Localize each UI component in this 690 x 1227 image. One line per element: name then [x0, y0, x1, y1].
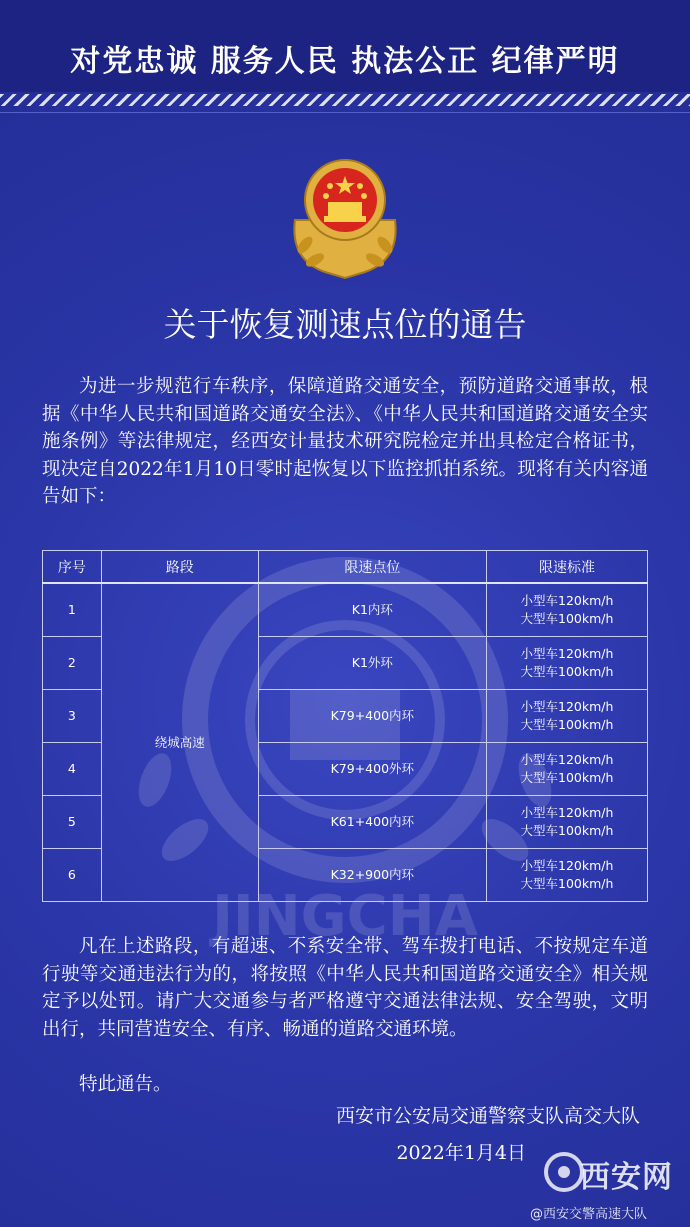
- emblem-watermark-text: JINGCHA: [212, 884, 478, 949]
- cell-point: K79+400外环: [258, 743, 486, 796]
- slogan: 对党忠诚 服务人民 执法公正 纪律严明: [70, 44, 620, 79]
- small-vehicle-limit: 小型车120km/h: [520, 805, 614, 820]
- small-vehicle-limit: 小型车120km/h: [520, 699, 614, 714]
- cell-no: 1: [43, 583, 102, 637]
- intro-paragraph: 为进一步规范行车秩序，保障道路交通安全，预防道路交通事故，根据《中华人民共和国道路交通安全法》、《中华人民共和国道路交通安全实施条例》等法律规定，经西安计量技术研究院检定并出具检定合格证书，现决定自2022年1月10日零时起恢复以下监控抓拍系统。现将有关内容通告如下：: [42, 376, 648, 507]
- large-vehicle-limit: 大型车100km/h: [520, 876, 614, 891]
- cell-standard: [486, 690, 647, 743]
- large-vehicle-limit: 大型车100km/h: [520, 717, 614, 732]
- cell-point: K1外环: [258, 637, 486, 690]
- small-vehicle-limit: 小型车120km/h: [520, 593, 614, 608]
- signature: 西安市公安局交通警察支队高交大队: [335, 1105, 640, 1127]
- notice-date: 2022年1月4日: [396, 1142, 526, 1164]
- header-cell-no: 序号: [43, 551, 102, 584]
- cell-no: 2: [43, 637, 102, 690]
- divider: [0, 112, 690, 113]
- weibo-watermark: @西安交警高速大队: [530, 1207, 648, 1222]
- notice-title: 关于恢复测速点位的通告: [163, 305, 527, 344]
- small-vehicle-limit: 小型车120km/h: [520, 646, 614, 661]
- header-cell-road: 路段: [101, 551, 258, 584]
- cell-point: K61+400内环: [258, 796, 486, 849]
- cell-standard: [486, 849, 647, 902]
- header-cell-point: 限速点位: [258, 551, 486, 584]
- site-watermark: 西安网: [580, 1160, 673, 1195]
- cell-point: K32+900内环: [258, 849, 486, 902]
- cell-point: K79+400内环: [258, 690, 486, 743]
- closing-text: 特此通告。: [79, 1074, 172, 1095]
- decorative-stripe: [0, 94, 690, 106]
- small-vehicle-limit: 小型车120km/h: [520, 752, 614, 767]
- cell-no: 6: [43, 849, 102, 902]
- cell-standard: [486, 583, 647, 637]
- large-vehicle-limit: 大型车100km/h: [520, 823, 614, 838]
- cell-standard: [486, 796, 647, 849]
- cell-point: K1内环: [258, 583, 486, 637]
- cell-no: 4: [43, 743, 102, 796]
- small-vehicle-limit: 小型车120km/h: [520, 858, 614, 873]
- cell-standard: [486, 637, 647, 690]
- cell-no: 3: [43, 690, 102, 743]
- cell-road: 绕城高速: [101, 583, 258, 902]
- speed-point-table: [42, 550, 648, 902]
- police-emblem-icon: [280, 150, 410, 280]
- cell-standard: [486, 743, 647, 796]
- large-vehicle-limit: 大型车100km/h: [520, 664, 614, 679]
- large-vehicle-limit: 大型车100km/h: [520, 611, 614, 626]
- cell-no: 5: [43, 796, 102, 849]
- large-vehicle-limit: 大型车100km/h: [520, 770, 614, 785]
- header-cell-standard: 限速标准: [486, 551, 647, 584]
- table-row: [43, 583, 648, 637]
- table-header-row: [43, 551, 648, 584]
- body-paragraph: 凡在上述路段，有超速、不系安全带、驾车拨打电话、不按规定车道行驶等交通违法行为的，将按照《中华人民共和国道路交通安全》相关规定予以处罚。请广大交通参与者严格遵守交通法律法规、安全驾驶，文明出行，共同营造安全、有序、畅通的道路交通环境。: [42, 936, 648, 1040]
